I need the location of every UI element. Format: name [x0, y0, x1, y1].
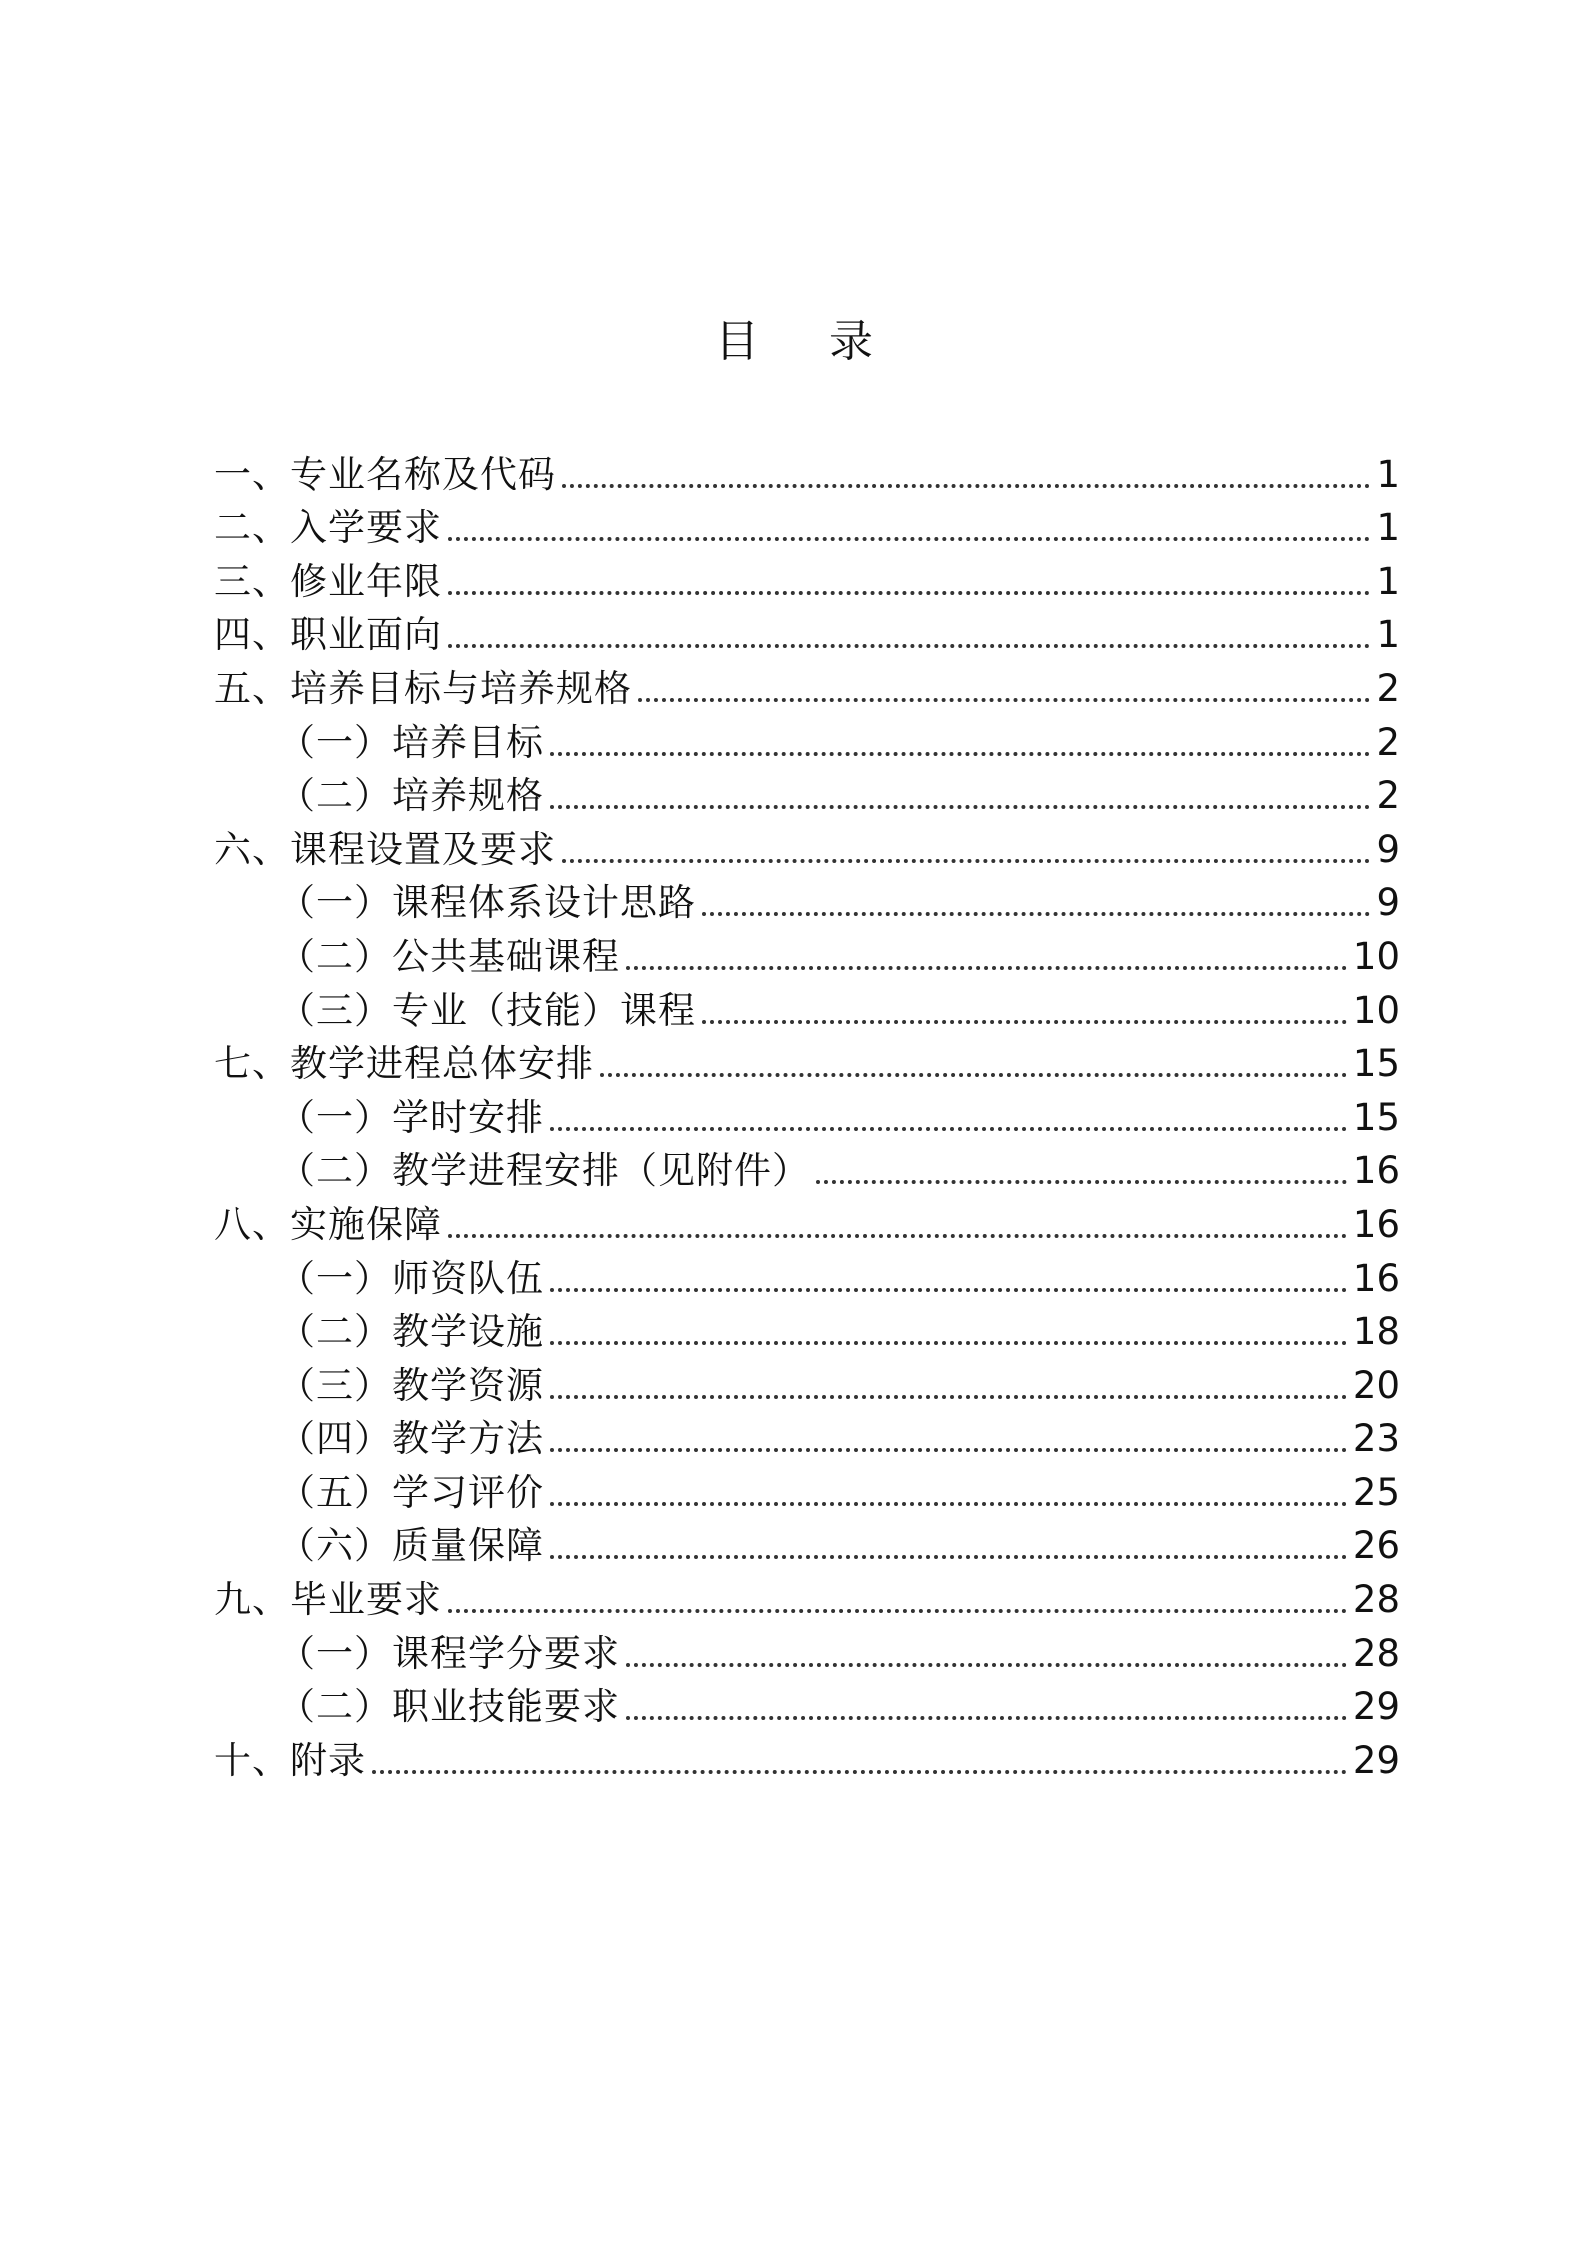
toc-page-number: 16	[1352, 1202, 1400, 1246]
toc-page-number: 16	[1352, 1149, 1400, 1193]
toc-subentry[interactable]	[214, 1140, 1400, 1194]
toc-entry[interactable]	[214, 604, 1400, 658]
toc-page-number: 26	[1352, 1524, 1400, 1568]
toc-page-number: 10	[1352, 988, 1400, 1032]
toc-page-number: 2	[1376, 720, 1400, 764]
toc-entry-label: 五、培养目标与培养规格	[214, 666, 632, 710]
toc-page-number: 10	[1352, 934, 1400, 978]
toc-entry[interactable]	[214, 1033, 1400, 1087]
toc-dot-leader	[626, 1663, 1347, 1667]
toc-page-number: 29	[1352, 1738, 1400, 1782]
toc-subentry[interactable]	[214, 711, 1400, 765]
toc-entry[interactable]	[214, 1568, 1400, 1622]
toc-page-number: 16	[1352, 1256, 1400, 1300]
toc-entry[interactable]	[214, 657, 1400, 711]
toc-dot-leader	[448, 1234, 1347, 1238]
toc-entry-label: 九、毕业要求	[214, 1578, 442, 1622]
toc-page-number: 28	[1352, 1578, 1400, 1622]
toc-entry[interactable]	[214, 818, 1400, 872]
toc-subentry[interactable]	[214, 925, 1400, 979]
toc-entry[interactable]	[214, 1729, 1400, 1783]
toc-subentry[interactable]	[214, 1676, 1400, 1730]
toc-dot-leader	[448, 537, 1370, 541]
toc-dot-leader	[550, 1502, 1347, 1506]
toc-page-number: 18	[1352, 1310, 1400, 1354]
toc-dot-leader	[448, 644, 1370, 648]
toc-entry-label: （五）学习评价	[278, 1470, 544, 1514]
toc-entry-label: 二、入学要求	[214, 506, 442, 550]
toc-page-number: 29	[1352, 1685, 1400, 1729]
toc-entry[interactable]	[214, 443, 1400, 497]
toc-page-number: 15	[1352, 1095, 1400, 1139]
toc-subentry[interactable]	[214, 1408, 1400, 1462]
toc-subentry[interactable]	[214, 1461, 1400, 1515]
toc-entry-label: 十、附录	[214, 1738, 366, 1782]
toc-page-number: 25	[1352, 1470, 1400, 1514]
toc-dot-leader	[550, 1288, 1347, 1292]
toc-page-number: 15	[1352, 1042, 1400, 1086]
toc-entry-label: 一、专业名称及代码	[214, 452, 556, 496]
toc-dot-leader	[550, 752, 1370, 756]
toc-entry-label: 七、教学进程总体安排	[214, 1042, 594, 1086]
toc-entry-label: （一）学时安排	[278, 1095, 544, 1139]
toc-page-number: 2	[1376, 666, 1400, 710]
toc-dot-leader	[448, 1609, 1347, 1613]
toc-entry-label: 六、课程设置及要求	[214, 827, 556, 871]
toc-dot-leader	[626, 1716, 1347, 1720]
toc-dot-leader	[550, 1127, 1347, 1131]
toc-entry-label: （二）培养规格	[278, 774, 544, 818]
toc-entry[interactable]	[214, 497, 1400, 551]
toc-dot-leader	[550, 1448, 1347, 1452]
toc-page-number: 1	[1376, 452, 1400, 496]
toc-subentry[interactable]	[214, 1515, 1400, 1569]
toc-dot-leader	[550, 805, 1370, 809]
toc-page-number: 9	[1376, 827, 1400, 871]
toc-dot-leader	[550, 1341, 1347, 1345]
toc-dot-leader	[600, 1073, 1347, 1077]
toc-dot-leader	[550, 1555, 1347, 1559]
toc-entry-label: 八、实施保障	[214, 1202, 442, 1246]
toc-dot-leader	[448, 591, 1370, 595]
toc-dot-leader	[626, 966, 1347, 970]
toc-entry-label: （一）课程学分要求	[278, 1631, 620, 1675]
toc-subentry[interactable]	[214, 979, 1400, 1033]
toc-entry[interactable]	[214, 550, 1400, 604]
toc-entry-label: （二）职业技能要求	[278, 1685, 620, 1729]
page-title: 目 录	[715, 316, 901, 367]
toc-entry-label: （二）公共基础课程	[278, 934, 620, 978]
toc-subentry[interactable]	[214, 1354, 1400, 1408]
toc-subentry[interactable]	[214, 1301, 1400, 1355]
toc-entry-label: （三）教学资源	[278, 1363, 544, 1407]
toc-entry-label: （三）专业（技能）课程	[278, 988, 696, 1032]
toc-page-number: 1	[1376, 506, 1400, 550]
toc-dot-leader	[638, 698, 1370, 702]
toc-entry-label: （二）教学进程安排（见附件）	[278, 1149, 810, 1193]
toc-entry-label: （四）教学方法	[278, 1417, 544, 1461]
toc-entry-label: 四、职业面向	[214, 613, 442, 657]
toc-subentry[interactable]	[214, 872, 1400, 926]
toc-page-number: 9	[1376, 881, 1400, 925]
toc-entry-label: （一）课程体系设计思路	[278, 881, 696, 925]
toc-dot-leader	[562, 484, 1370, 488]
toc-dot-leader	[372, 1770, 1347, 1774]
toc-dot-leader	[562, 859, 1370, 863]
toc-dot-leader	[702, 1020, 1347, 1024]
toc-entry[interactable]	[214, 1193, 1400, 1247]
toc-entry-label: （二）教学设施	[278, 1310, 544, 1354]
toc-page-number: 28	[1352, 1631, 1400, 1675]
toc-subentry[interactable]	[214, 765, 1400, 819]
toc-page-number: 2	[1376, 774, 1400, 818]
toc-page-number: 1	[1376, 559, 1400, 603]
toc-entry-label: 三、修业年限	[214, 559, 442, 603]
toc-subentry[interactable]	[214, 1622, 1400, 1676]
toc-page-number: 20	[1352, 1363, 1400, 1407]
toc-dot-leader	[550, 1395, 1347, 1399]
toc-page-number: 1	[1376, 613, 1400, 657]
toc-dot-leader	[816, 1180, 1347, 1184]
toc-dot-leader	[702, 912, 1370, 916]
toc-entry-label: （六）质量保障	[278, 1524, 544, 1568]
table-of-contents	[214, 443, 1400, 1783]
toc-subentry[interactable]	[214, 1086, 1400, 1140]
toc-subentry[interactable]	[214, 1247, 1400, 1301]
toc-entry-label: （一）师资队伍	[278, 1256, 544, 1300]
toc-page-number: 23	[1352, 1417, 1400, 1461]
toc-entry-label: （一）培养目标	[278, 720, 544, 764]
